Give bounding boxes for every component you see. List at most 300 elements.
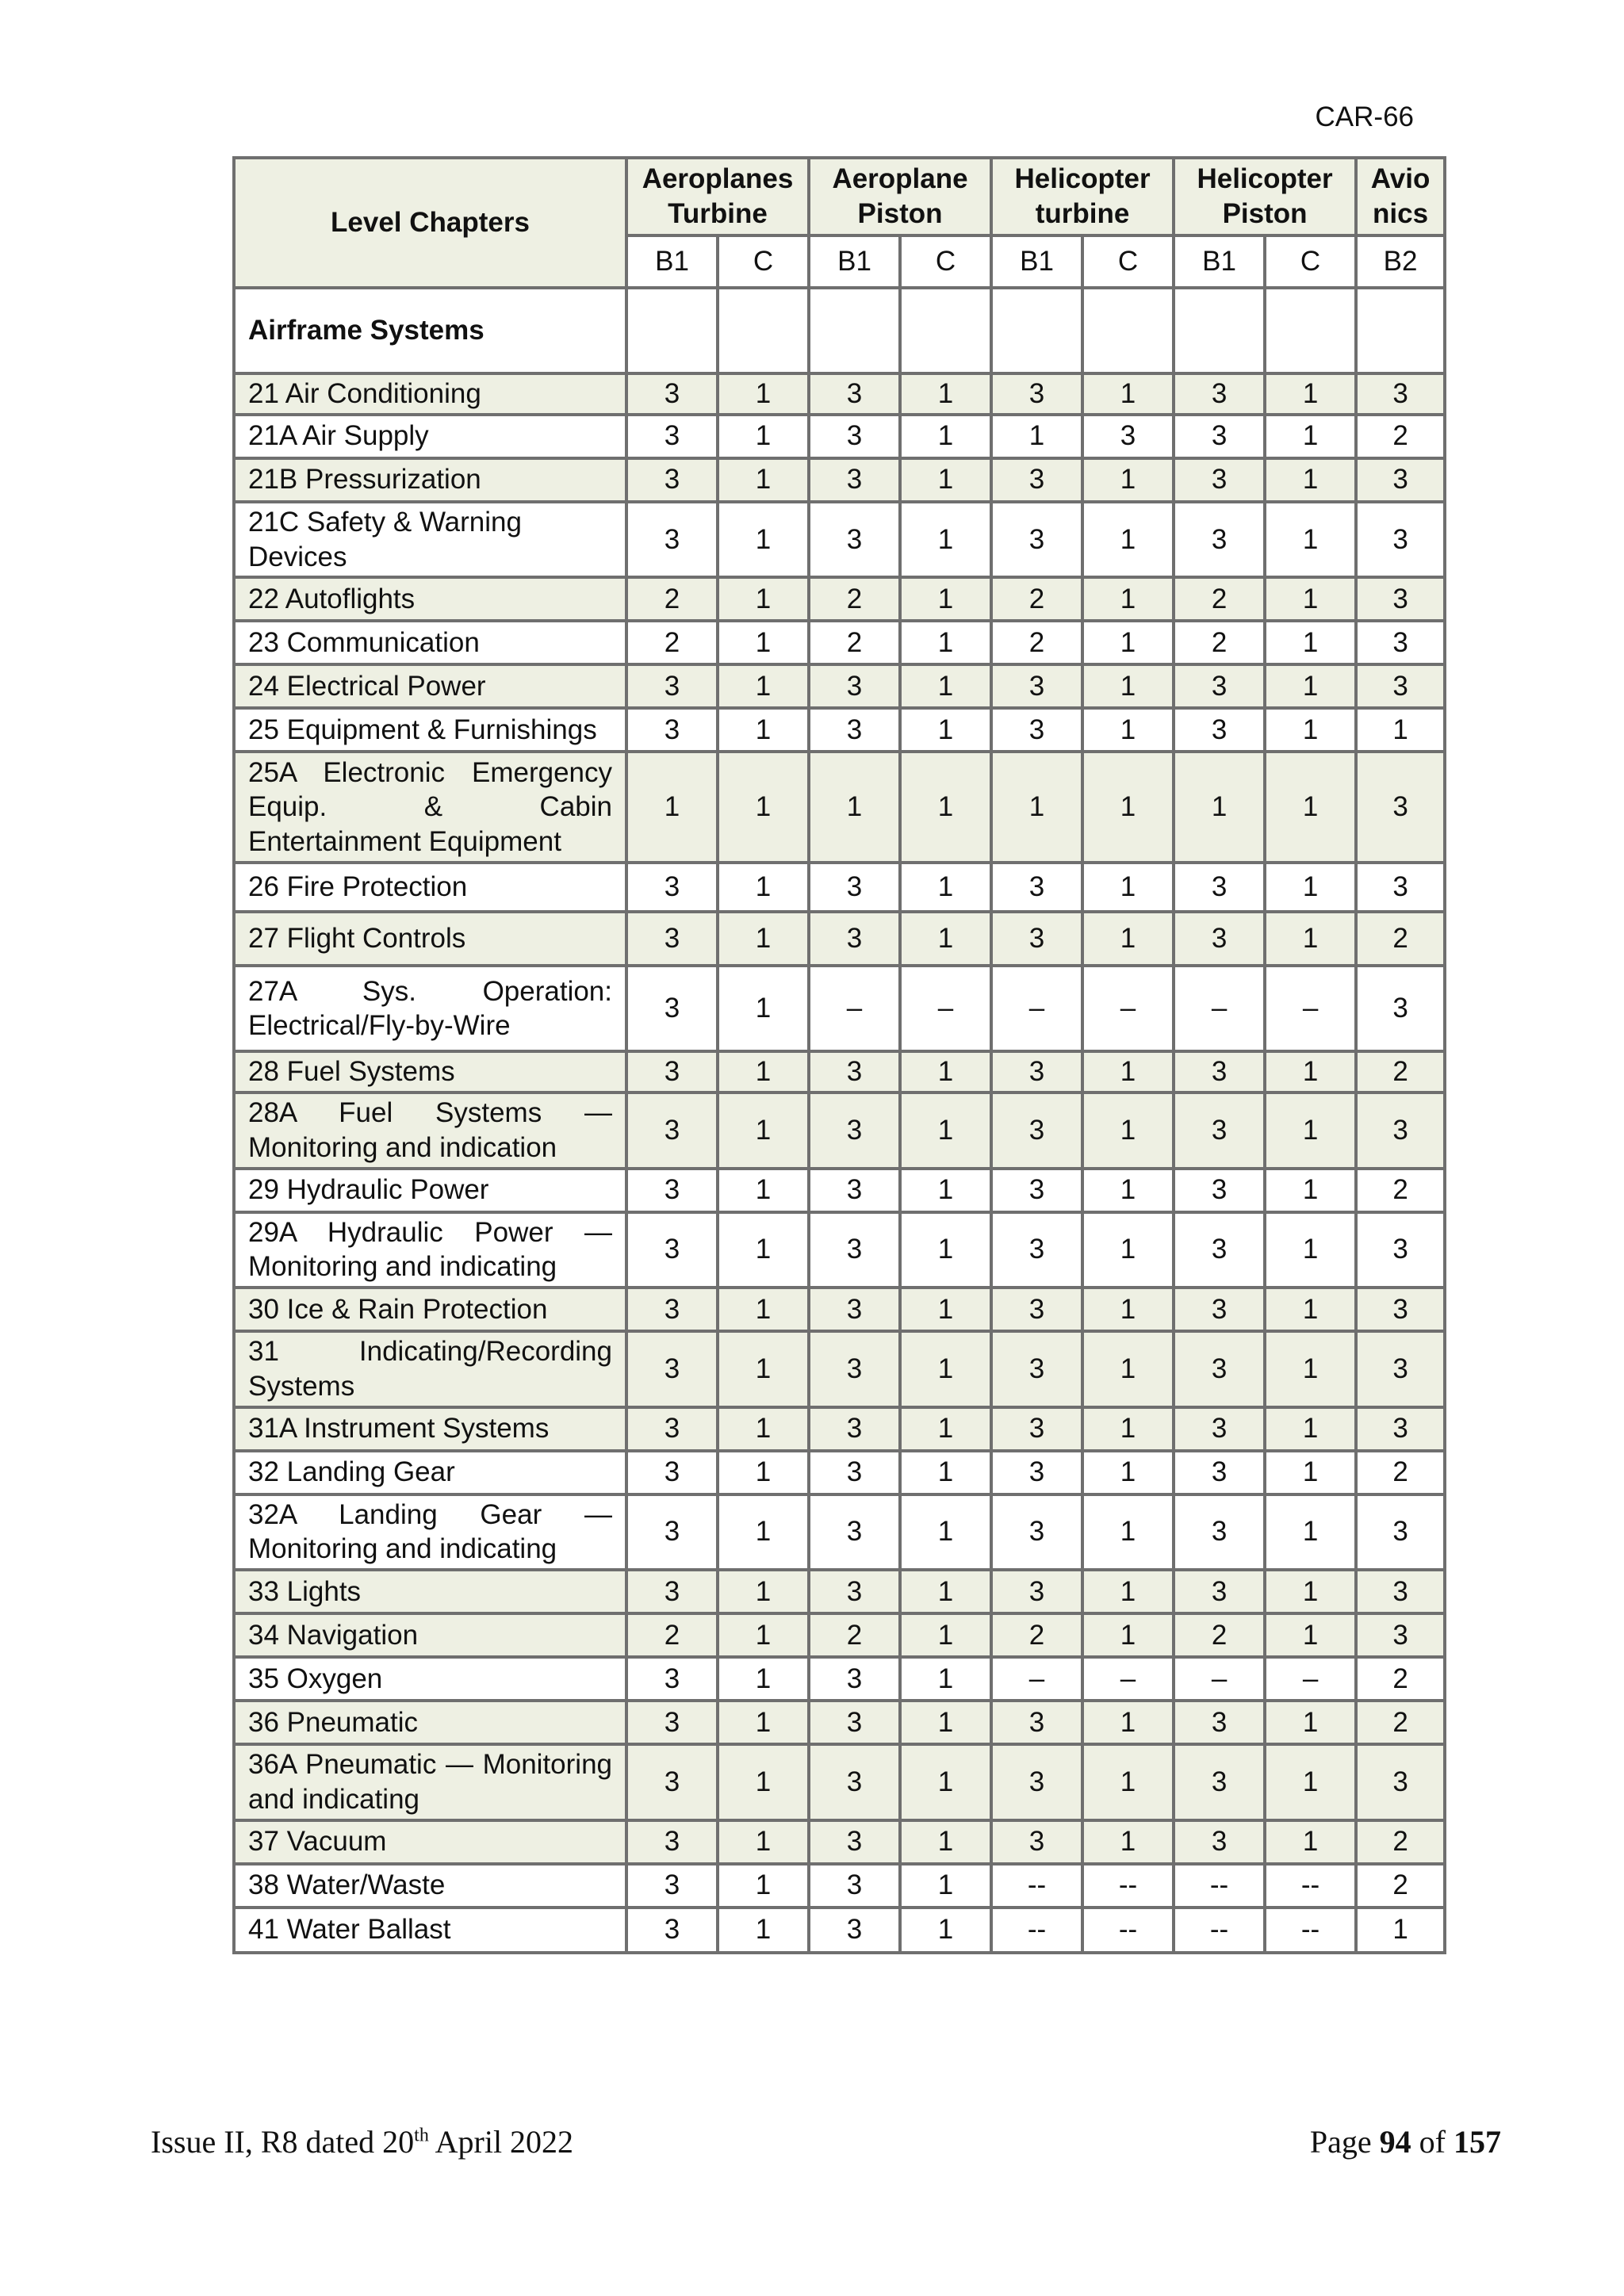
level-cell: 1 <box>900 1613 991 1657</box>
level-cell: 1 <box>1265 1288 1356 1331</box>
sub-header: B1 <box>809 235 900 288</box>
level-cell: 1 <box>900 912 991 966</box>
level-cell: 3 <box>991 863 1082 912</box>
sub-header: C <box>718 235 809 288</box>
level-cell: 3 <box>809 1407 900 1451</box>
level-cell: 2 <box>809 577 900 621</box>
level-chapters-table <box>232 156 1446 1954</box>
level-cell: 1 <box>1265 1093 1356 1169</box>
level-cell: 3 <box>1174 1451 1265 1494</box>
level-cell: 3 <box>626 1407 718 1451</box>
level-cell: 3 <box>1174 1744 1265 1820</box>
level-cell: 1 <box>1082 664 1174 708</box>
level-cell: 1 <box>1356 1908 1445 1953</box>
level-cell: 1 <box>900 1494 991 1571</box>
level-cell: 1 <box>718 1212 809 1288</box>
chapter-name: 32 Landing Gear <box>234 1451 626 1494</box>
level-cell: 1 <box>1265 1051 1356 1093</box>
level-cell: 1 <box>1265 502 1356 578</box>
level-cell: – <box>1082 966 1174 1051</box>
level-cell: 3 <box>809 1494 900 1571</box>
chapter-name: 21C Safety & Warning Devices <box>234 502 626 578</box>
table-row <box>234 1864 1445 1908</box>
level-cell: 1 <box>991 752 1082 863</box>
level-cell: 1 <box>900 1093 991 1169</box>
level-cell: 3 <box>991 1093 1082 1169</box>
level-chapters-header: Level Chapters <box>234 158 626 288</box>
level-cell: 1 <box>1265 1169 1356 1212</box>
level-cell: 1 <box>1265 458 1356 502</box>
level-cell: 1 <box>718 1864 809 1908</box>
level-cell: 1 <box>718 373 809 415</box>
level-cell: 3 <box>991 912 1082 966</box>
level-cell: 1 <box>1082 708 1174 752</box>
level-cell: 3 <box>1356 1407 1445 1451</box>
level-cell: 3 <box>809 1212 900 1288</box>
level-cell: 1 <box>718 621 809 664</box>
level-cell: 1 <box>900 1657 991 1701</box>
level-cell: 1 <box>1082 1407 1174 1451</box>
level-cell: 1 <box>900 1051 991 1093</box>
level-cell: 3 <box>991 1051 1082 1093</box>
level-cell: 3 <box>1174 458 1265 502</box>
level-cell: 1 <box>900 863 991 912</box>
level-cell: 3 <box>1174 664 1265 708</box>
chapter-name: 31A Instrument Systems <box>234 1407 626 1451</box>
level-cell: 3 <box>626 1820 718 1864</box>
level-cell: -- <box>1082 1864 1174 1908</box>
level-cell: 1 <box>900 1744 991 1820</box>
level-cell: 1 <box>718 1657 809 1701</box>
chapter-name: 37 Vacuum <box>234 1820 626 1864</box>
level-cell: 1 <box>900 621 991 664</box>
table-row <box>234 1407 1445 1451</box>
level-cell: 3 <box>1356 1212 1445 1288</box>
level-cell: 1 <box>718 1701 809 1744</box>
level-cell: 2 <box>1356 1701 1445 1744</box>
level-cell: 1 <box>900 1169 991 1212</box>
table-row <box>234 1169 1445 1212</box>
level-cell: 1 <box>991 415 1082 458</box>
level-cell: 1 <box>1265 1570 1356 1613</box>
level-cell: 3 <box>1082 415 1174 458</box>
level-cell: 3 <box>626 1494 718 1571</box>
level-cell: 1 <box>1082 1169 1174 1212</box>
level-cell: 3 <box>1356 1288 1445 1331</box>
chapter-name: 36 Pneumatic <box>234 1701 626 1744</box>
level-cell: 3 <box>809 1331 900 1407</box>
chapter-name: 28A Fuel Systems — Monitoring and indication <box>234 1093 626 1169</box>
level-cell: 1 <box>1082 1451 1174 1494</box>
level-cell: 3 <box>626 1570 718 1613</box>
level-cell: 1 <box>718 752 809 863</box>
level-cell: 3 <box>991 1169 1082 1212</box>
level-cell: -- <box>991 1864 1082 1908</box>
level-cell: 1 <box>1082 1494 1174 1571</box>
level-cell: 3 <box>991 502 1082 578</box>
level-cell: 3 <box>809 1451 900 1494</box>
level-cell: 1 <box>1265 621 1356 664</box>
level-cell: 3 <box>1174 863 1265 912</box>
level-cell: 1 <box>1265 1613 1356 1657</box>
level-cell: 1 <box>718 1288 809 1331</box>
level-cell: 1 <box>718 1744 809 1820</box>
level-cell: 3 <box>1356 373 1445 415</box>
level-cell: – <box>809 966 900 1051</box>
level-cell: 3 <box>1356 577 1445 621</box>
table-row <box>234 863 1445 912</box>
section-title: Airframe Systems <box>234 288 626 373</box>
level-cell: 2 <box>991 1613 1082 1657</box>
level-cell: 2 <box>1356 1820 1445 1864</box>
level-cell: 1 <box>809 752 900 863</box>
table-row <box>234 415 1445 458</box>
level-cell: 1 <box>1265 664 1356 708</box>
table-row <box>234 1570 1445 1613</box>
table-row <box>234 708 1445 752</box>
level-cell: 3 <box>991 1744 1082 1820</box>
level-cell: 3 <box>1174 1051 1265 1093</box>
table-row <box>234 1451 1445 1494</box>
level-cell: 1 <box>1082 1744 1174 1820</box>
sub-header: C <box>900 235 991 288</box>
level-cell: 1 <box>626 752 718 863</box>
level-cell: 1 <box>900 1570 991 1613</box>
level-cell: 3 <box>626 373 718 415</box>
table-row <box>234 912 1445 966</box>
level-cell: 3 <box>626 1744 718 1820</box>
chapter-name: 29A Hydraulic Power — Monitoring and indicating <box>234 1212 626 1288</box>
level-cell: 1 <box>718 415 809 458</box>
chapter-name: 34 Navigation <box>234 1613 626 1657</box>
level-cell: 2 <box>1174 621 1265 664</box>
level-cell: 2 <box>1356 1051 1445 1093</box>
level-cell: 1 <box>718 1407 809 1451</box>
sub-header: B1 <box>1174 235 1265 288</box>
level-cell: 1 <box>900 664 991 708</box>
level-cell: 1 <box>900 1864 991 1908</box>
level-cell: 1 <box>1265 708 1356 752</box>
group-header: Helicopter Piston <box>1174 158 1356 235</box>
level-cell: 3 <box>626 1169 718 1212</box>
level-cell: 1 <box>718 502 809 578</box>
level-cell: 1 <box>900 502 991 578</box>
level-cell: 1 <box>1082 621 1174 664</box>
level-cell: 3 <box>809 1093 900 1169</box>
table-row <box>234 577 1445 621</box>
group-header: Helicopter turbine <box>991 158 1174 235</box>
level-cell: 1 <box>718 1494 809 1571</box>
group-header: Aeroplane Piston <box>809 158 991 235</box>
level-cell: 1 <box>1082 502 1174 578</box>
level-cell: 3 <box>626 1331 718 1407</box>
level-cell: 2 <box>1356 1169 1445 1212</box>
sub-header: C <box>1082 235 1174 288</box>
level-cell: 3 <box>626 1864 718 1908</box>
level-cell: 1 <box>900 1407 991 1451</box>
level-cell: 3 <box>626 863 718 912</box>
level-cell: 1 <box>1082 577 1174 621</box>
level-cell: 3 <box>1174 1288 1265 1331</box>
level-cell: 1 <box>718 577 809 621</box>
level-cell: 2 <box>626 577 718 621</box>
level-cell: 1 <box>718 1451 809 1494</box>
level-cell: 3 <box>1174 1570 1265 1613</box>
level-cell: 3 <box>1356 966 1445 1051</box>
level-cell: 1 <box>1082 1820 1174 1864</box>
level-cell: 3 <box>1174 502 1265 578</box>
level-cell: 1 <box>718 1570 809 1613</box>
chapter-name: 32A Landing Gear — Monitoring and indicating <box>234 1494 626 1571</box>
level-cell: 1 <box>1082 912 1174 966</box>
level-cell: -- <box>1082 1908 1174 1953</box>
table-row <box>234 1908 1445 1953</box>
table-row <box>234 1744 1445 1820</box>
level-cell: 1 <box>900 1701 991 1744</box>
level-cell: 3 <box>809 1570 900 1613</box>
level-cell: 3 <box>809 1657 900 1701</box>
level-cell: 1 <box>1265 415 1356 458</box>
level-cell: 3 <box>626 708 718 752</box>
level-cell: 1 <box>900 708 991 752</box>
level-cell: – <box>1265 1657 1356 1701</box>
level-cell: 1 <box>900 1288 991 1331</box>
level-cell: 1 <box>1082 1212 1174 1288</box>
level-cell: 1 <box>1356 708 1445 752</box>
level-cell: 1 <box>1265 1212 1356 1288</box>
level-cell: 2 <box>1356 912 1445 966</box>
level-cell: 3 <box>1356 458 1445 502</box>
level-cell: 3 <box>1174 1212 1265 1288</box>
level-cell: 3 <box>1174 1407 1265 1451</box>
level-cell: 1 <box>1265 1494 1356 1571</box>
level-cell: 3 <box>626 1288 718 1331</box>
level-cell: – <box>1174 966 1265 1051</box>
level-cell: 1 <box>718 458 809 502</box>
level-cell: 3 <box>991 1701 1082 1744</box>
level-cell: 1 <box>718 1169 809 1212</box>
chapter-name: 28 Fuel Systems <box>234 1051 626 1093</box>
chapter-name: 41 Water Ballast <box>234 1908 626 1953</box>
level-cell: 3 <box>626 458 718 502</box>
level-cell: 1 <box>718 1051 809 1093</box>
table-row <box>234 1093 1445 1169</box>
level-cell: -- <box>1174 1908 1265 1953</box>
level-cell: 2 <box>626 1613 718 1657</box>
chapter-name: 21 Air Conditioning <box>234 373 626 415</box>
level-cell: 3 <box>809 1864 900 1908</box>
level-cell: 1 <box>1082 1093 1174 1169</box>
chapter-name: 21B Pressurization <box>234 458 626 502</box>
level-cell: 3 <box>809 863 900 912</box>
level-cell: 2 <box>991 577 1082 621</box>
level-cell: 1 <box>1082 863 1174 912</box>
level-cell: 3 <box>626 502 718 578</box>
level-cell: 3 <box>991 1212 1082 1288</box>
level-cell: 3 <box>991 1570 1082 1613</box>
level-cell: 2 <box>1356 1864 1445 1908</box>
level-cell: 1 <box>1265 1820 1356 1864</box>
level-cell: 2 <box>1174 577 1265 621</box>
sub-header: B1 <box>991 235 1082 288</box>
chapter-name: 36A Pneumatic — Monitoring and indicating <box>234 1744 626 1820</box>
level-cell: 3 <box>991 1407 1082 1451</box>
table-row <box>234 1212 1445 1288</box>
level-cell: 3 <box>809 1288 900 1331</box>
chapter-name: 30 Ice & Rain Protection <box>234 1288 626 1331</box>
level-cell: 1 <box>1265 1451 1356 1494</box>
level-cell: 3 <box>626 415 718 458</box>
level-cell: 3 <box>1174 1494 1265 1571</box>
level-cell: 3 <box>809 912 900 966</box>
level-cell: 1 <box>900 458 991 502</box>
level-cell: – <box>991 1657 1082 1701</box>
table-row <box>234 1657 1445 1701</box>
level-cell: 1 <box>900 1212 991 1288</box>
table-row <box>234 1613 1445 1657</box>
level-cell: 1 <box>718 863 809 912</box>
table-row <box>234 966 1445 1051</box>
level-cell: 3 <box>626 1093 718 1169</box>
level-cell: 3 <box>1174 708 1265 752</box>
level-cell: – <box>900 966 991 1051</box>
level-cell: 3 <box>626 1051 718 1093</box>
level-cell: 3 <box>809 1701 900 1744</box>
level-cell: 1 <box>1082 1701 1174 1744</box>
level-cell: 3 <box>626 664 718 708</box>
level-cell: 1 <box>1265 1701 1356 1744</box>
chapter-name: 35 Oxygen <box>234 1657 626 1701</box>
chapter-name: 27A Sys. Operation: Electrical/Fly-by-Wire <box>234 966 626 1051</box>
level-cell: 1 <box>1082 1288 1174 1331</box>
level-cell: 3 <box>809 1908 900 1953</box>
level-cell: 3 <box>626 1212 718 1288</box>
chapter-name: 25 Equipment & Furnishings <box>234 708 626 752</box>
level-cell: 3 <box>991 664 1082 708</box>
level-cell: 3 <box>626 1701 718 1744</box>
chapter-name: 38 Water/Waste <box>234 1864 626 1908</box>
level-cell: 3 <box>809 458 900 502</box>
level-cell: 1 <box>900 577 991 621</box>
level-cell: – <box>1082 1657 1174 1701</box>
level-cell: 1 <box>1082 752 1174 863</box>
level-cell: 3 <box>1356 1570 1445 1613</box>
level-cell: -- <box>1265 1908 1356 1953</box>
level-cell: 3 <box>1174 373 1265 415</box>
level-cell: 3 <box>809 664 900 708</box>
table-row <box>234 1288 1445 1331</box>
level-cell: 2 <box>1174 1613 1265 1657</box>
level-cell: 1 <box>1265 863 1356 912</box>
group-header: Avio nics <box>1356 158 1445 235</box>
level-cell: 3 <box>1174 1093 1265 1169</box>
level-cell: 2 <box>809 1613 900 1657</box>
level-cell: 1 <box>900 1331 991 1407</box>
level-cell: 1 <box>718 912 809 966</box>
table-row <box>234 1820 1445 1864</box>
level-cell: 1 <box>718 1613 809 1657</box>
level-cell: 1 <box>1082 1613 1174 1657</box>
level-cell: 2 <box>809 621 900 664</box>
level-cell: 1 <box>900 1820 991 1864</box>
level-cell: 3 <box>626 966 718 1051</box>
level-cell: 2 <box>991 621 1082 664</box>
level-cell: – <box>991 966 1082 1051</box>
level-cell: 2 <box>1356 1451 1445 1494</box>
level-cell: 3 <box>809 1051 900 1093</box>
chapter-name: 27 Flight Controls <box>234 912 626 966</box>
level-cell: 3 <box>626 1908 718 1953</box>
table-row <box>234 502 1445 578</box>
sub-header: B2 <box>1356 235 1445 288</box>
level-cell: 1 <box>1265 577 1356 621</box>
level-cell: 3 <box>1174 1169 1265 1212</box>
level-cell: 3 <box>991 1494 1082 1571</box>
level-cell: -- <box>1265 1864 1356 1908</box>
level-cell: 1 <box>1265 752 1356 863</box>
level-cell: 3 <box>809 502 900 578</box>
level-cell: 3 <box>809 1169 900 1212</box>
table-row <box>234 1701 1445 1744</box>
level-cell: 3 <box>809 373 900 415</box>
table-row <box>234 1494 1445 1571</box>
chapter-name: 33 Lights <box>234 1570 626 1613</box>
level-cell: -- <box>1174 1864 1265 1908</box>
sub-header: C <box>1265 235 1356 288</box>
level-cell: 3 <box>809 415 900 458</box>
level-cell: 2 <box>1356 1657 1445 1701</box>
level-cell: 3 <box>991 708 1082 752</box>
level-cell: 3 <box>626 912 718 966</box>
chapter-name: 24 Electrical Power <box>234 664 626 708</box>
page-number: Page 94 of 157 <box>1309 2124 1501 2160</box>
level-cell: 1 <box>900 1451 991 1494</box>
level-cell: 1 <box>1265 373 1356 415</box>
group-header: Aeroplanes Turbine <box>626 158 809 235</box>
level-cell: 3 <box>991 1820 1082 1864</box>
level-cell: 1 <box>900 1908 991 1953</box>
level-cell: 3 <box>626 1451 718 1494</box>
level-cell: 3 <box>1174 1701 1265 1744</box>
level-cell: -- <box>991 1908 1082 1953</box>
level-cell: 1 <box>1082 373 1174 415</box>
level-cell: 3 <box>991 1451 1082 1494</box>
level-cell: 3 <box>809 1744 900 1820</box>
level-cell: 3 <box>1356 621 1445 664</box>
chapter-name: 26 Fire Protection <box>234 863 626 912</box>
document-id: CAR-66 <box>1315 101 1414 132</box>
sub-header: B1 <box>626 235 718 288</box>
level-cell: 1 <box>718 1820 809 1864</box>
table-row <box>234 458 1445 502</box>
level-cell: 3 <box>1356 1093 1445 1169</box>
level-cell: 3 <box>991 1288 1082 1331</box>
chapter-name: 29 Hydraulic Power <box>234 1169 626 1212</box>
level-cell: – <box>1174 1657 1265 1701</box>
level-cell: 3 <box>1356 752 1445 863</box>
level-cell: 1 <box>1265 1331 1356 1407</box>
level-cell: – <box>1265 966 1356 1051</box>
level-cell: 3 <box>1356 863 1445 912</box>
issue-date: Issue II, R8 dated 20th April 2022 <box>151 2124 574 2160</box>
chapter-name: 31 Indicating/Recording Systems <box>234 1331 626 1407</box>
level-cell: 3 <box>1356 502 1445 578</box>
level-cell: 3 <box>1356 1613 1445 1657</box>
table-row <box>234 1051 1445 1093</box>
level-cell: 3 <box>1356 1494 1445 1571</box>
chapter-name: 23 Communication <box>234 621 626 664</box>
level-cell: 3 <box>1174 912 1265 966</box>
